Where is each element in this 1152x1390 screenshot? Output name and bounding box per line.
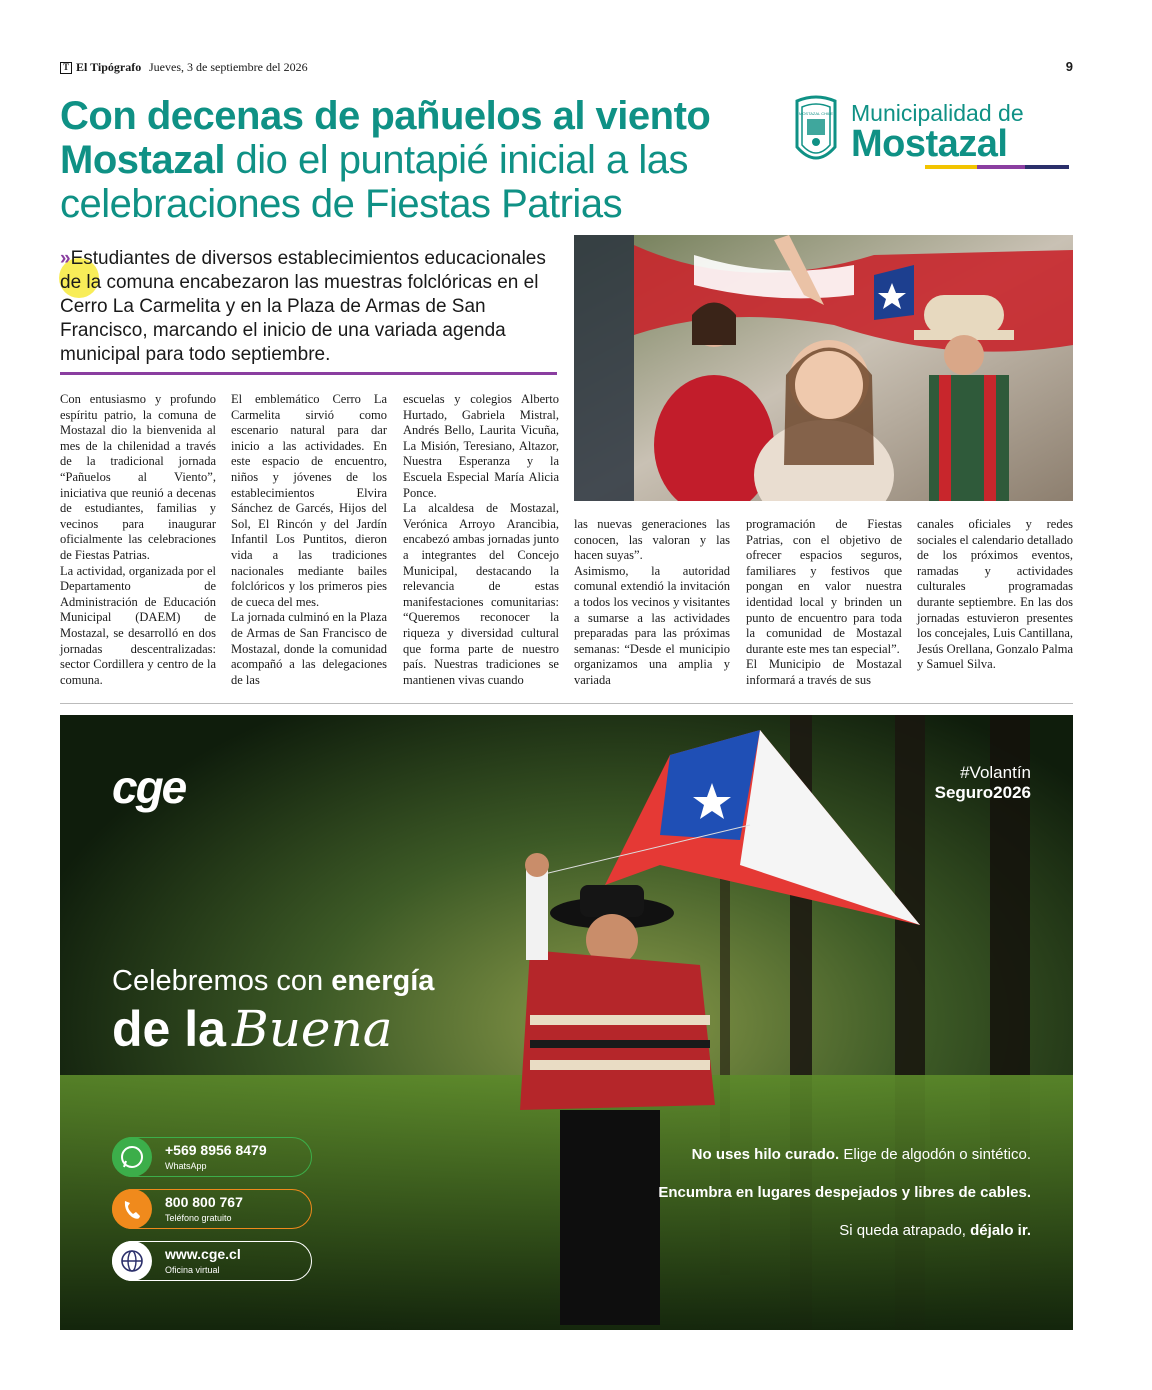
municipal-shield-icon (793, 95, 839, 169)
article-photo (574, 235, 1073, 501)
ad-hashtag (935, 763, 1031, 803)
paragraph: canales oficiales y redes sociales el calendario detallado de los próximos eventos, ramadas y actividades culturales programadas durante septiembre. En las dos jornadas estuvieron presentes los concejales, Luis Cantillana, Jesús Orellana, Gonzalo Palma y Samuel Silva. (917, 517, 1073, 672)
globe-icon (112, 1241, 152, 1281)
issue-date: Jueves, 3 de septiembre del 2026 (149, 60, 308, 74)
slogan-text: de la (112, 1001, 226, 1057)
phone-number: 800 800 767 (165, 1194, 243, 1210)
lead-text: Estudiantes de diversos establecimientos educacionales de la comuna encabezaron las muestras folclóricas en el Cerro La Carmelita y en la Plaza de Armas de San Francisco, marcando el inicio de una variada agenda municipal para todo septiembre. (60, 248, 546, 365)
phone-icon (112, 1189, 152, 1229)
slogan-script: Buena (231, 1000, 393, 1058)
tip (658, 1221, 1031, 1241)
logo-bar-purple (977, 165, 1025, 169)
paragraph: La jornada culminó en la Plaza de Armas de San Francisco de Mostazal, donde la comunidad acompañó a las delegaciones de las (231, 610, 387, 687)
phone-label: Teléfono gratuito (165, 1213, 232, 1223)
headline-line3: celebraciones de Fiestas Patrias (60, 182, 623, 226)
lead-paragraph (60, 247, 565, 367)
headline (60, 94, 760, 226)
shield-text: MOSTAZAL CHILE (798, 111, 834, 116)
tip-bold: No uses hilo curado. (691, 1146, 840, 1163)
paragraph: La alcaldesa de Mostazal, Verónica Arroyo Arancibia, encabezó ambas jornadas junto a integrantes del Concejo Municipal, destacando la relevancia de estas manifestaciones comunitarias: “Queremos reconocer la riqueza y diversidad cultural que forma parte de nuestro país. Nuestras tradiciones se mantienen vivas cuando (403, 501, 559, 687)
paragraph: La actividad, organizada por el Departamento de Administración de Educación Municipal (DAEM) de Mostazal, se desarrolló en dos jornadas descentralizadas: sector Cordillera y centro de la comuna. (60, 563, 216, 687)
tip-rest: Si queda atrapado, (839, 1222, 971, 1239)
whatsapp-number: +569 8956 8479 (165, 1142, 267, 1158)
paragraph: programación de Fiestas Patrias, con el objetivo de ofrecer espacios seguros, familiares y festivos que pongan en valor nuestra identidad local y brinden un punto de encuentro para toda la comunidad de Mostazal durante este mes tan especial”. (746, 517, 902, 656)
logo-bar-yellow (925, 165, 977, 169)
headline-line2-bold: Mostazal (60, 138, 225, 182)
whatsapp-label: WhatsApp (165, 1161, 207, 1171)
page-number: 9 (1065, 59, 1073, 74)
municipality-logo (793, 95, 1073, 175)
slogan-text: Celebremos con (112, 965, 332, 997)
masthead (60, 60, 1073, 80)
paragraph: Con entusiasmo y profundo espíritu patrio, la comuna de Mostazal dio la bienvenida al mes de la chilenidad a través de la tradicional jornada “Pañuelos al Viento”, iniciativa que reunió a decenas de estudiantes, familias y vecinos para inaugurar oficialmente las celebraciones de Fiestas Patrias. (60, 392, 216, 562)
slogan-bold: energía (331, 965, 435, 997)
tip-bold: déjalo ir. (970, 1222, 1031, 1239)
paragraph: Asimismo, la autoridad comunal extendió la invitación a todos los vecinos y visitantes a sumarse a las actividades preparadas para las próximas semanas: “Desde el municipio organizamos una amplia y variada (574, 563, 730, 687)
ad-slogan-line2 (112, 1000, 393, 1058)
paragraph: escuelas y colegios Alberto Hurtado, Gabriela Mistral, Andrés Bello, Laurita Vicuña, La Misión, Teresiano, Altazor, Nuestra Esperanza y la Escuela Especial María Alicia Ponce. (403, 392, 559, 500)
headline-line2-rest: dio el puntapié inicial a las (224, 138, 689, 182)
cge-advertisement (60, 715, 1073, 1330)
article-column-3 (403, 392, 559, 688)
municipality-line2: Mostazal (851, 123, 1008, 165)
hashtag-line2: Seguro2026 (934, 783, 1031, 802)
logo-bar-navy (1025, 165, 1069, 169)
safety-tips (658, 1145, 1031, 1259)
tip (658, 1145, 1031, 1165)
article-column-6 (917, 517, 1073, 673)
article-column-4 (574, 517, 730, 689)
contact-website[interactable] (112, 1241, 312, 1281)
hashtag-line1: #Volantín (960, 763, 1031, 782)
paragraph: las nuevas generaciones las conocen, las valoran y las hacen suyas”. (574, 517, 730, 563)
cge-logo: cge (112, 761, 186, 813)
article-column-2 (231, 392, 387, 688)
contact-whatsapp[interactable] (112, 1137, 312, 1177)
tip: Encumbra en lugares despejados y libres de cables. (658, 1184, 1031, 1201)
article-column-5 (746, 517, 902, 689)
website-url: www.cge.cl (165, 1246, 241, 1262)
lead-marker: » (60, 248, 71, 269)
article-column-1 (60, 392, 216, 688)
paper-name: El Tipógrafo (76, 60, 142, 74)
whatsapp-icon (112, 1137, 152, 1177)
headline-line1: Con decenas de pañuelos al viento (60, 94, 711, 138)
lead-divider (60, 372, 557, 375)
page-divider (60, 703, 1073, 704)
tip-rest: Elige de algodón o sintético. (839, 1146, 1031, 1163)
paragraph: El Municipio de Mostazal informará a través de sus (746, 657, 902, 687)
ad-slogan-line1 (112, 965, 434, 998)
municipality-line1: Municipalidad de (851, 100, 1024, 126)
paper-logo-icon: T (60, 62, 72, 74)
contact-phone[interactable] (112, 1189, 312, 1229)
website-label: Oficina virtual (165, 1265, 220, 1275)
paragraph: El emblemático Cerro La Carmelita sirvió como escenario natural para dar inicio a las actividades. En este espacio de encuentro, niños y jóvenes de los establecimientos Elvira Sánchez de Garcés, Hijos del Sol, El Rincón y del Jardín Infantil Los Puntitos, dieron vida a las tradiciones nacionales mediante bailes folclóricos y los primeros pies de cueca del mes. (231, 392, 387, 609)
